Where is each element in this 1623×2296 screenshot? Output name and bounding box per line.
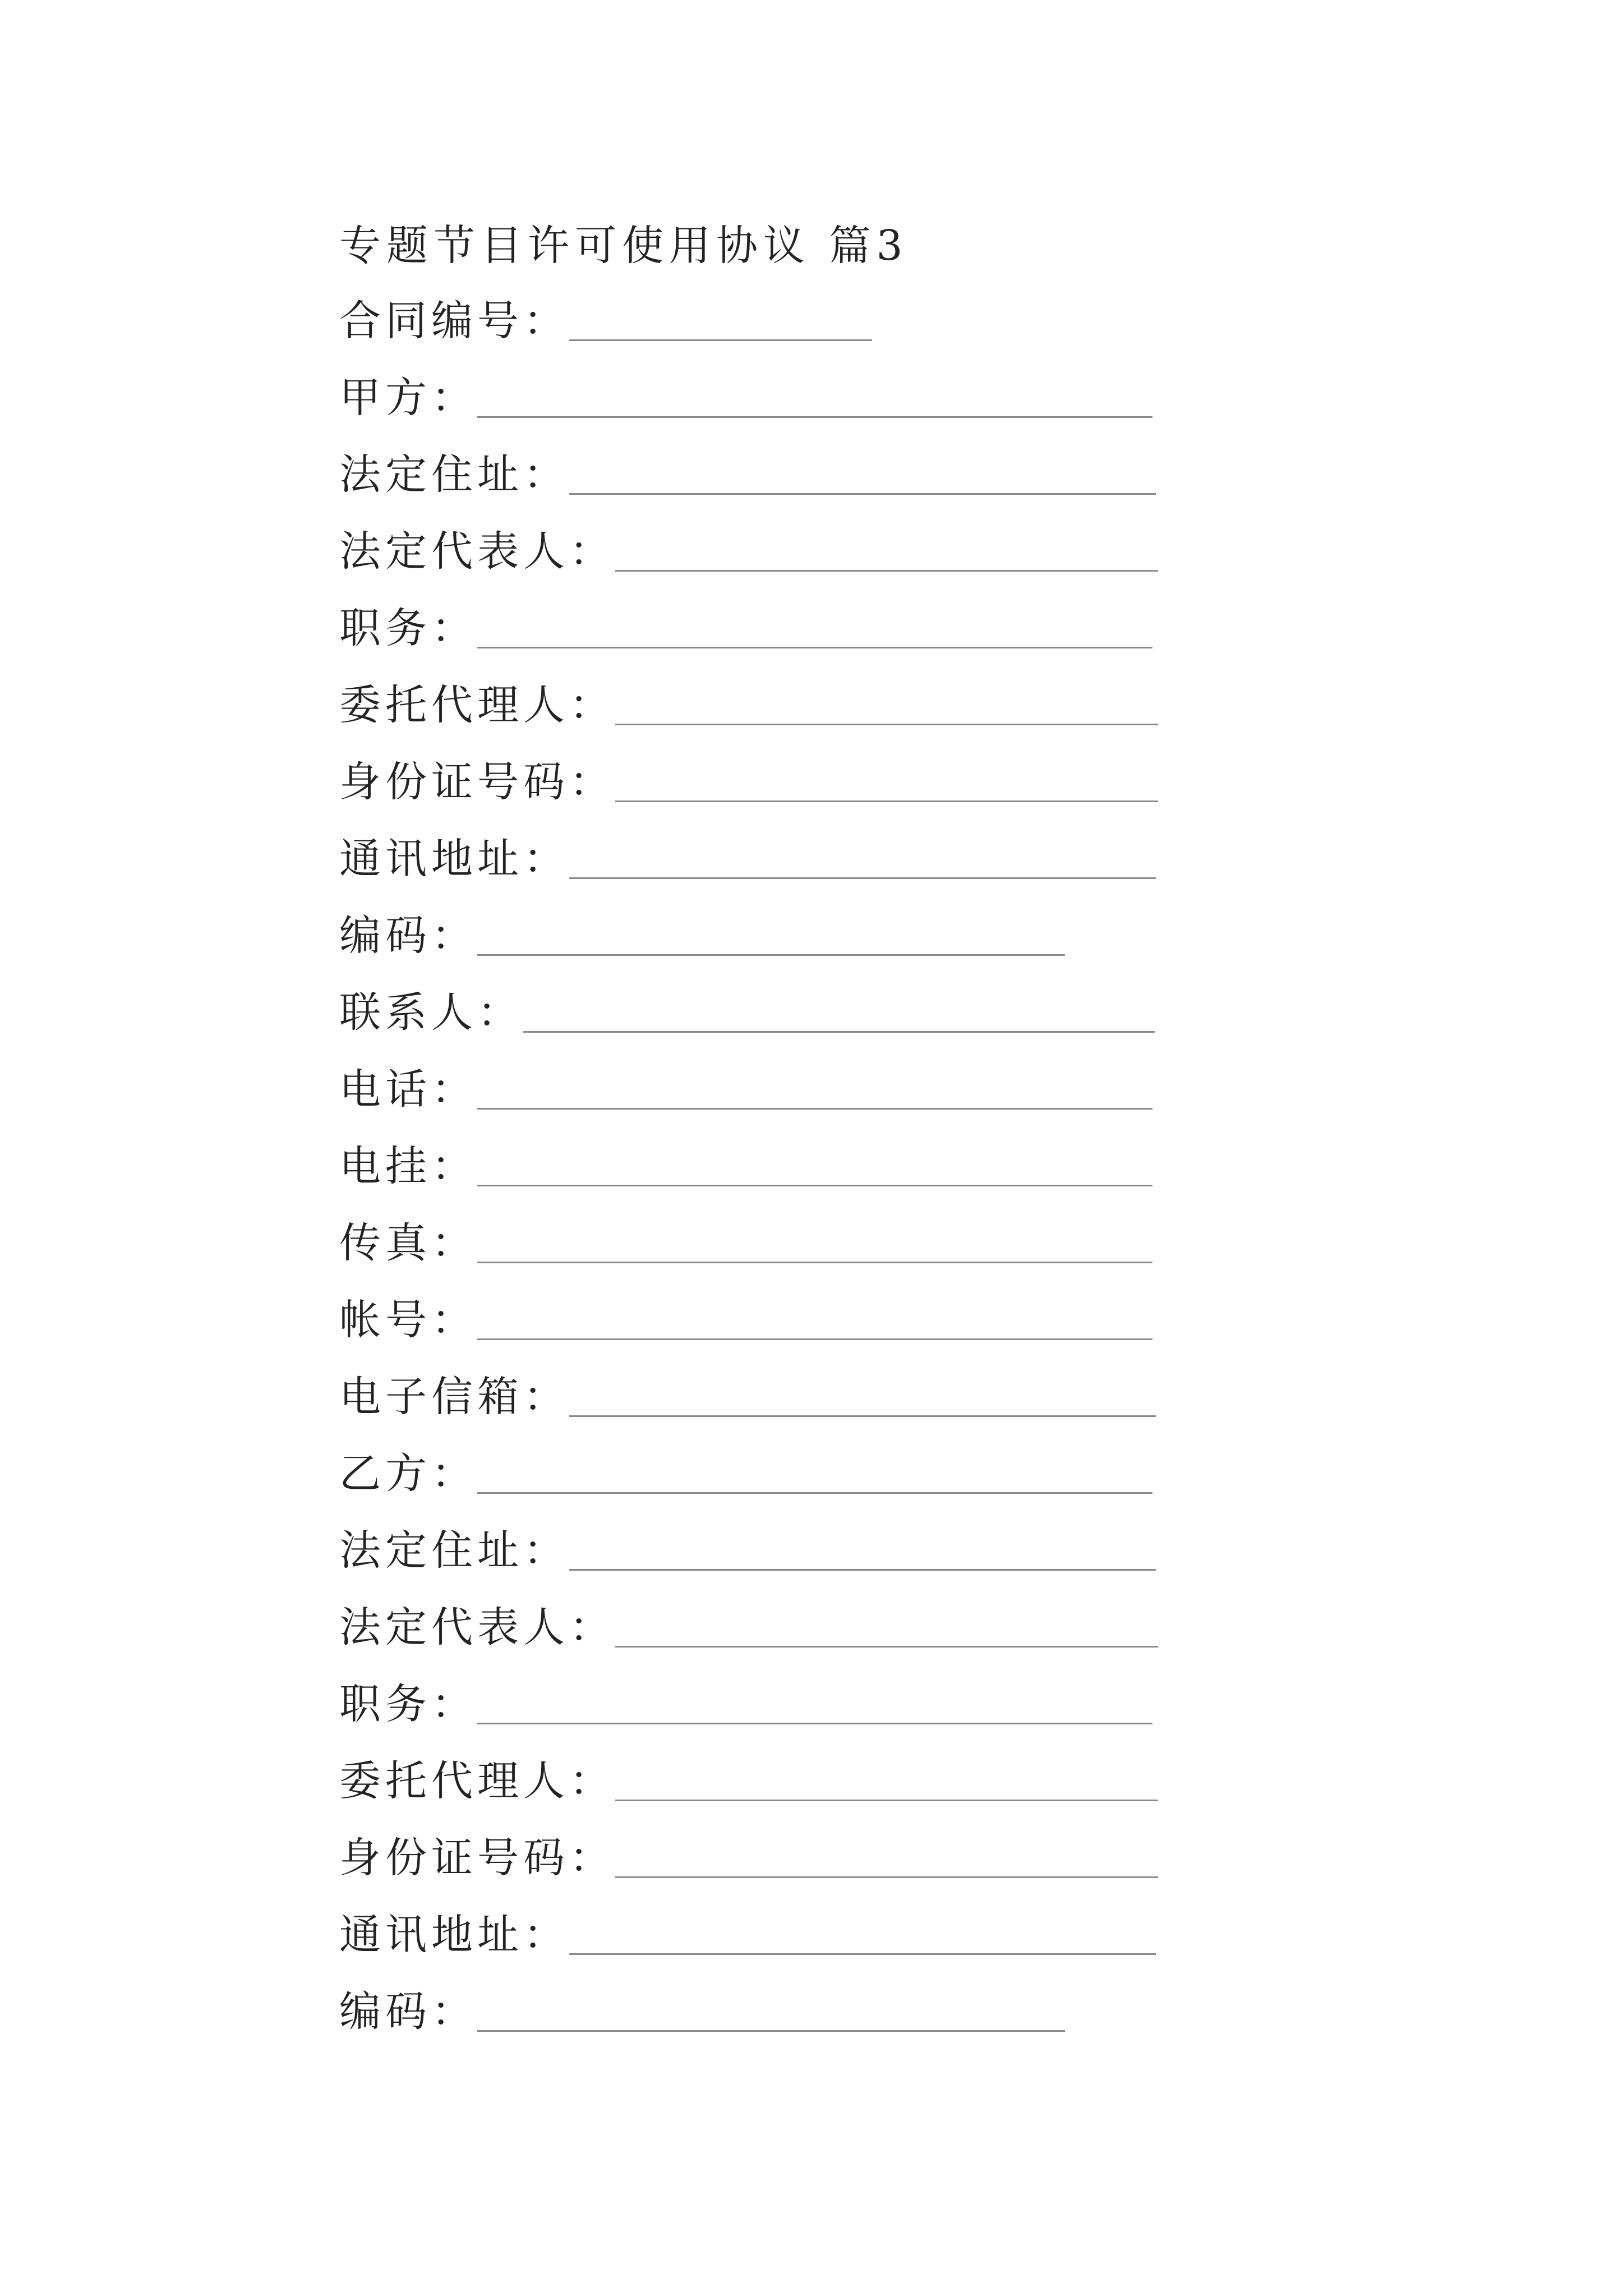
fill-in-blank [569,1515,1156,1571]
fill-in-blank [615,1822,1158,1878]
field-legal-representative-b [339,1599,1158,1655]
field-label: 法定代表人： [339,1603,615,1651]
fill-in-blank [569,285,872,341]
field-label: 通讯地址： [339,1911,569,1959]
field-party-a [339,370,1152,426]
fill-in-blank [569,1361,1156,1417]
field-label: 传真： [339,1219,477,1267]
field-email-a [339,1369,1156,1425]
field-label: 电话： [339,1065,477,1114]
field-label: 职务： [339,604,477,652]
field-label: 联系人： [339,988,523,1037]
fill-in-blank [477,1130,1152,1186]
fill-in-blank [615,1745,1158,1801]
field-label: 电子信箱： [339,1373,569,1421]
field-label: 帐号： [339,1296,477,1344]
field-mailing-address-b [339,1907,1156,1963]
document-title: 专题节目许可使用协议 篇3 [339,222,909,270]
field-id-number-a [339,754,1158,810]
fill-in-blank [569,439,1156,495]
field-label: 法定代表人： [339,527,615,576]
fill-in-blank [477,1438,1152,1494]
field-legal-address-b [339,1522,1156,1579]
fill-in-blank [569,1899,1156,1955]
field-label: 身份证号码： [339,1834,615,1882]
field-label: 编码： [339,912,477,960]
fill-in-blank [615,516,1158,572]
field-authorized-agent-a [339,677,1158,733]
field-legal-representative-a [339,523,1158,579]
field-label: 委托代理人： [339,681,615,729]
field-account-a [339,1292,1152,1348]
field-party-b [339,1446,1152,1502]
fill-in-blank [477,1053,1152,1110]
fill-in-blank [477,1668,1152,1724]
fill-in-blank [477,1976,1065,2032]
field-label: 职务： [339,1680,477,1728]
field-authorized-agent-b [339,1753,1158,1809]
field-label: 甲方： [339,374,477,422]
field-label: 电挂： [339,1142,477,1190]
field-label: 编码： [339,1987,477,2036]
field-contact-person-a [339,984,1155,1041]
field-legal-address-a [339,447,1156,503]
field-label: 通讯地址： [339,835,569,883]
field-postal-code-a [339,908,1065,964]
fill-in-blank [569,823,1156,879]
fill-in-blank [477,900,1065,956]
fill-in-blank [615,669,1158,725]
field-label: 法定住址： [339,450,569,499]
fill-in-blank [477,1207,1152,1263]
fill-in-blank [477,1284,1152,1340]
fill-in-blank [615,746,1158,802]
field-contract-number [339,293,872,349]
field-cable-a [339,1138,1152,1194]
field-label: 乙方： [339,1450,477,1498]
field-label: 合同编号： [339,297,569,345]
field-label: 法定住址： [339,1526,569,1575]
fill-in-blank [615,1591,1158,1648]
field-id-number-b [339,1830,1158,1886]
fill-in-blank [477,362,1152,418]
field-fax-a [339,1215,1152,1271]
field-position-a [339,600,1152,656]
field-mailing-address-a [339,831,1156,887]
field-postal-code-b [339,1984,1065,2040]
fill-in-blank [523,977,1155,1033]
field-position-b [339,1676,1152,1732]
field-phone-a [339,1061,1152,1117]
field-label: 身份证号码： [339,758,615,806]
fill-in-blank [477,592,1152,648]
field-label: 委托代理人： [339,1757,615,1805]
